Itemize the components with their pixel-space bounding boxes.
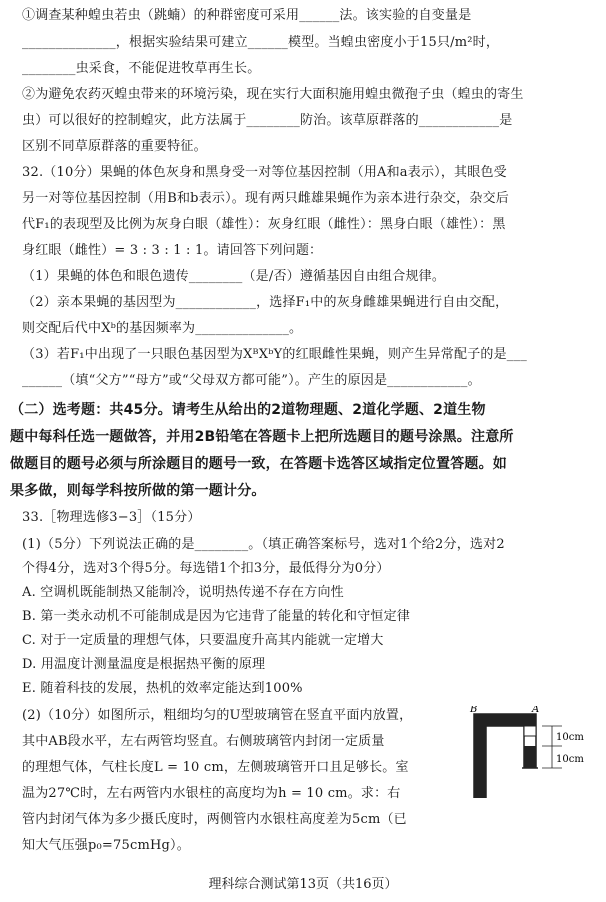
text-line: ______（填“父方”“母方”或“父母双方都可能”）。产生的原因是____________。 [22,373,481,388]
section-instructions: 题中每科任选一题做答，并用2B铅笔在答题卡上把所选题目的题号涂黑。注意所 [10,429,514,445]
text-line: （2）亲本果蝇的基因型为____________，选择F₁中的灰身雌雄果蝇进行自由交配， [22,295,509,310]
label-b: B [470,706,478,715]
text-line: 的理想气体，气柱长度L = 10 cm，左侧玻璃管开口且足够长。室 [22,760,409,775]
section-instructions: 做题目的题号必须与所涂题目的题号一致，在答题卡选答区域指定位置答题。如 [10,456,507,472]
dimension-bottom: 10cm [556,754,584,765]
text-line: (2)（10分）如图所示，粗细均匀的U型玻璃管在竖直平面内放置， [22,708,413,723]
text-line: 另一对等位基因控制（用B和b表示）。现有两只雌雄果蝇作为亲本进行杂交，杂交后 [22,191,509,206]
option-c: C. 对于一定质量的理想气体，只要温度升高其内能就一定增大 [22,633,384,648]
u-tube-diagram [466,706,596,798]
option-e: E. 随着科技的发展，热机的效率定能达到100% [22,681,303,696]
text-line: 知大气压强p₀=75cmHg）。 [22,838,190,853]
text-line: 其中AB段水平，左右两管均竖直。右侧玻璃管内封闭一定质量 [22,734,385,749]
text-line: 管内封闭气体为多少摄氏度时，两侧管内水银柱高度差为5cm（已 [22,812,407,827]
text-line: 则交配后代中Xᵇ的基因频率为______________。 [22,321,303,336]
text-line: 身红眼（雌性）= 3 : 3 : 1 : 1。请回答下列问题： [22,243,323,258]
text-line: 个得4分，选对3个得5分。每选错1个扣3分，最低得分为0分） [22,561,390,576]
text-line: (1)（5分）下列说法正确的是________。（填正确答案标号，选对1个给2分，选对2 [22,537,505,552]
question-33-title: 33.［物理选修3−3］（15分） [22,510,201,525]
text-line: ______________，根据实验结果可建立______模型。当蝗虫密度小于15只/m²时， [22,35,500,50]
question-32-line: 32.（10分）果蝇的体色灰身和黑身受一对等位基因控制（用A和a表示），其眼色受 [22,165,507,180]
text-line: （1）果蝇的体色和眼色遗传________（是/否）遵循基因自由组合规律。 [22,269,446,284]
dimension-top: 10cm [556,732,584,743]
section-instructions: 果多做，则每学科按所做的第一题计分。 [10,483,266,499]
text-line: 区别不同草原群落的重要特征。 [22,139,207,154]
label-a: A [532,706,540,715]
page-footer: 理科综合测试第13页（共16页） [208,877,398,892]
text-line: 温为27℃时，左右两管内水银柱的高度均为h = 10 cm。求：右 [22,786,401,801]
text-line: ________虫采食，不能促进牧草再生长。 [22,61,261,76]
text-line: （3）若F₁中出现了一只眼色基因型为XᴮXᵇY的红眼雌性果蝇，则产生异常配子的是___ [22,347,527,362]
option-a: A. 空调机既能制热又能制冷，说明热传递不存在方向性 [22,585,344,600]
option-d: D. 用温度计测量温度是根据热平衡的原理 [22,657,266,672]
option-b: B. 第一类永动机不可能制成是因为它违背了能量的转化和守恒定律 [22,609,411,624]
section-heading: （二）选考题：共45分。请考生从给出的2道物理题、2道化学题、2道生物 [10,402,486,418]
text-line: 代F₁的表现型及比例为灰身白眼（雄性）：灰身红眼（雌性）：黑身白眼（雄性）：黑 [22,217,506,232]
text-line: ①调查某种蝗虫若虫（跳蝻）的种群密度可采用______法。该实验的自变量是 [22,8,472,23]
text-line: 虫）可以很好的控制蝗灾，此方法属于________防治。该草原群落的____________是 [22,113,513,128]
text-line: ②为避免农药灭蝗虫带来的环境污染，现在实行大面积施用蝗虫微孢子虫（蝗虫的寄生 [22,87,524,102]
